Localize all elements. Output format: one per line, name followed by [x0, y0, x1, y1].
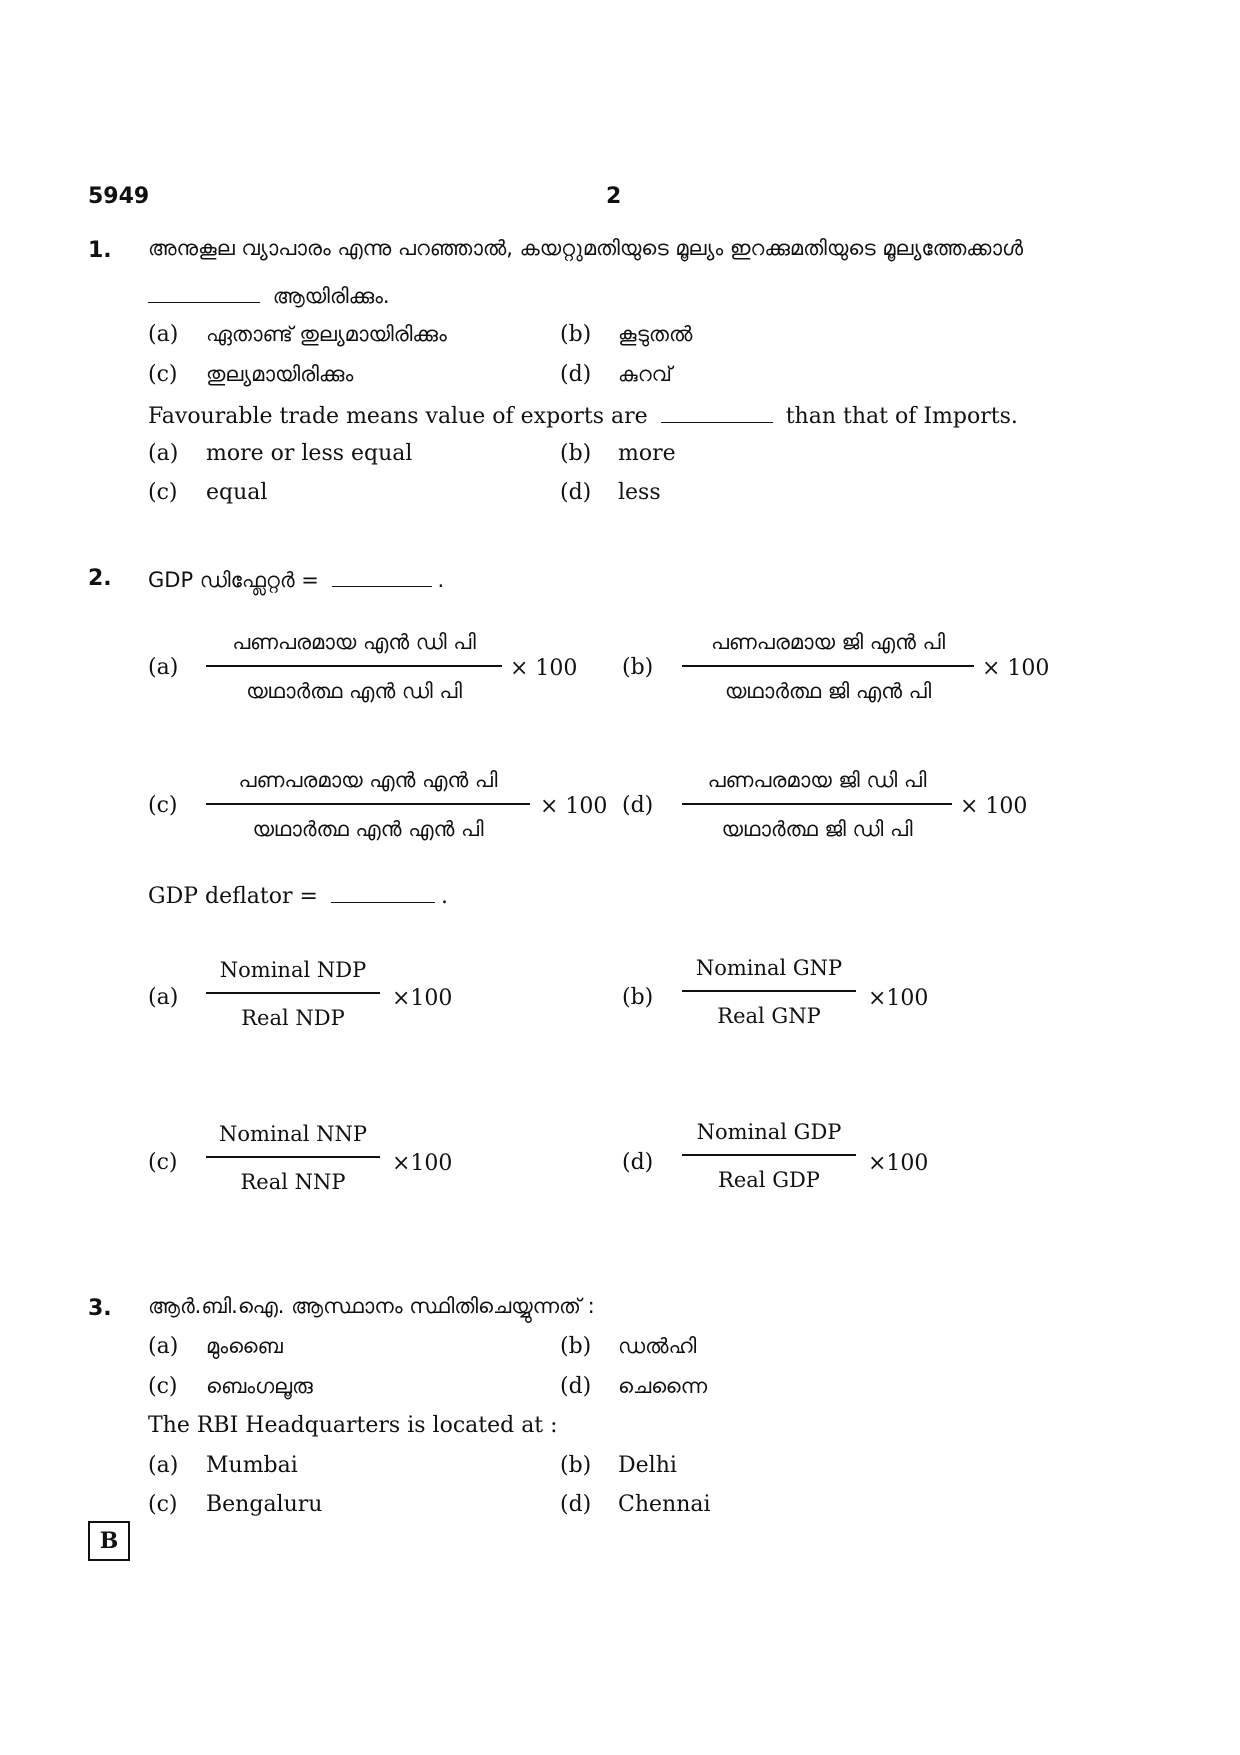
q3-en-opt-d-label: (d)	[560, 1492, 592, 1517]
q2-en-stem-end: .	[440, 884, 448, 909]
q2-en-opt-c-fraction	[206, 1122, 380, 1194]
fraction-numerator: Nominal GDP	[696, 1120, 842, 1144]
q2-ml-stem-text: GDP ഡിഫ്ലേറ്റർ =	[148, 568, 319, 592]
fraction-bar	[682, 665, 974, 667]
fraction-denominator: Real GDP	[718, 1168, 820, 1192]
q2-number: 2.	[88, 566, 112, 591]
q3-en-opt-b-text: Delhi	[618, 1453, 677, 1478]
answer-blank	[331, 880, 435, 903]
fraction-bar	[206, 992, 380, 994]
q2-en-opt-b-label: (b)	[622, 985, 654, 1010]
q3-en-opt-d-text: Chennai	[618, 1492, 711, 1517]
q2-ml-opt-a-fraction	[206, 630, 502, 704]
q1-en-opt-d-text: less	[618, 480, 661, 505]
page-number: 2	[606, 184, 622, 209]
q1-ml-opt-b-text: കൂടുതൽ	[618, 322, 693, 346]
q1-en-opt-a-text: more or less equal	[206, 441, 413, 466]
answer-blank	[148, 280, 260, 303]
q3-en-stem: The RBI Headquarters is located at :	[148, 1413, 558, 1438]
q2-ml-opt-a-times: × 100	[510, 656, 578, 681]
q2-ml-opt-b-fraction	[682, 630, 974, 704]
q2-en-opt-d-times: ×100	[868, 1151, 929, 1176]
answer-blank	[661, 400, 773, 423]
q2-en-opt-a-label: (a)	[148, 985, 179, 1010]
q1-en-opt-c-label: (c)	[148, 480, 178, 505]
q2-ml-opt-c-fraction	[206, 768, 530, 842]
fraction-denominator: യഥാർത്ഥ ജി എൻ പി	[724, 679, 932, 703]
q1-ml-opt-a-label: (a)	[148, 322, 179, 347]
q2-ml-opt-a-label: (a)	[148, 655, 179, 680]
q1-en-stem	[148, 400, 1018, 429]
q1-ml-opt-c-text: തുല്യമായിരിക്കും	[206, 362, 354, 386]
q1-ml-opt-a-text: ഏതാണ്ട് തുല്യമായിരിക്കും	[206, 322, 447, 346]
q2-ml-stem-end: .	[437, 568, 445, 592]
q2-en-opt-d-fraction	[682, 1120, 856, 1192]
q3-ml-opt-a-label: (a)	[148, 1334, 179, 1359]
q2-en-opt-a-fraction	[206, 958, 380, 1030]
q2-en-opt-a-times: ×100	[392, 986, 453, 1011]
fraction-bar	[682, 1154, 856, 1156]
q3-ml-opt-a-text: മുംബൈ	[206, 1334, 283, 1358]
series-box: B	[88, 1521, 130, 1561]
fraction-bar	[206, 1156, 380, 1158]
fraction-numerator: പണപരമായ ജി ഡി പി	[707, 768, 927, 792]
q1-ml-stem-line2	[148, 280, 390, 309]
q2-en-stem-text: GDP deflator =	[148, 884, 318, 909]
q3-en-opt-b-label: (b)	[560, 1453, 592, 1478]
q2-en-opt-d-label: (d)	[622, 1150, 654, 1175]
q2-ml-opt-d-times: × 100	[960, 794, 1028, 819]
q1-en-opt-b-text: more	[618, 441, 676, 466]
q1-ml-opt-b-label: (b)	[560, 322, 592, 347]
fraction-numerator: Nominal GNP	[695, 956, 843, 980]
fraction-bar	[206, 665, 502, 667]
fraction-numerator: പണപരമായ എൻ ഡി പി	[232, 630, 476, 654]
q1-ml-stem-line2-text: ആയിരിക്കും.	[272, 284, 390, 308]
q3-ml-opt-b-text: ഡൽഹി	[618, 1334, 697, 1358]
q1-ml-opt-d-text: കുറവ്	[618, 362, 672, 386]
q1-ml-opt-d-label: (d)	[560, 362, 592, 387]
fraction-denominator: യഥാർത്ഥ എൻ ഡി പി	[246, 679, 462, 703]
q1-en-opt-d-label: (d)	[560, 480, 592, 505]
fraction-denominator: യഥാർത്ഥ എൻ എൻ പി	[252, 817, 484, 841]
q1-en-opt-a-label: (a)	[148, 441, 179, 466]
q2-ml-opt-d-label: (d)	[622, 793, 654, 818]
q1-ml-opt-c-label: (c)	[148, 362, 178, 387]
q1-en-stem-part2: than that of Imports.	[785, 404, 1018, 429]
q1-en-opt-c-text: equal	[206, 480, 268, 505]
q2-ml-opt-b-label: (b)	[622, 655, 654, 680]
q1-en-opt-b-label: (b)	[560, 441, 592, 466]
fraction-denominator: Real GNP	[717, 1004, 821, 1028]
fraction-numerator: Nominal NNP	[219, 1122, 367, 1146]
q2-en-opt-b-fraction	[682, 956, 856, 1028]
answer-blank	[332, 564, 432, 587]
q1-number: 1.	[88, 238, 112, 263]
fraction-numerator: പണപരമായ ജി എൻ പി	[710, 630, 946, 654]
fraction-bar	[682, 803, 952, 805]
q3-ml-opt-c-label: (c)	[148, 1374, 178, 1399]
fraction-bar	[682, 990, 856, 992]
q3-en-opt-c-text: Bengaluru	[206, 1492, 323, 1517]
q3-number: 3.	[88, 1296, 112, 1321]
q3-ml-opt-d-label: (d)	[560, 1374, 592, 1399]
q2-ml-opt-b-times: × 100	[982, 656, 1050, 681]
q3-en-opt-c-label: (c)	[148, 1492, 178, 1517]
fraction-denominator: Real NNP	[240, 1170, 346, 1194]
q2-en-stem	[148, 880, 448, 909]
q1-en-stem-part1: Favourable trade means value of exports are	[148, 404, 648, 429]
q3-en-opt-a-text: Mumbai	[206, 1453, 298, 1478]
q2-en-opt-c-label: (c)	[148, 1150, 178, 1175]
q3-ml-opt-c-text: ബെംഗലൂരു	[206, 1374, 313, 1398]
q3-ml-opt-d-text: ചെന്നൈ	[618, 1374, 708, 1398]
q2-en-opt-c-times: ×100	[392, 1151, 453, 1176]
q3-ml-opt-b-label: (b)	[560, 1334, 592, 1359]
fraction-denominator: യഥാർത്ഥ ജി ഡി പി	[721, 817, 913, 841]
q2-ml-opt-c-label: (c)	[148, 793, 178, 818]
fraction-denominator: Real NDP	[241, 1006, 345, 1030]
q3-en-opt-a-label: (a)	[148, 1453, 179, 1478]
q3-ml-stem: ആർ.ബി.ഐ. ആസ്ഥാനം സ്ഥിതിചെയ്യുന്നത് :	[148, 1294, 595, 1318]
fraction-bar	[206, 803, 530, 805]
paper-code: 5949	[88, 184, 150, 209]
q2-ml-opt-d-fraction	[682, 768, 952, 842]
q2-en-opt-b-times: ×100	[868, 986, 929, 1011]
q2-ml-opt-c-times: × 100	[540, 794, 608, 819]
fraction-numerator: Nominal NDP	[219, 958, 367, 982]
q2-ml-stem	[148, 564, 444, 593]
fraction-numerator: പണപരമായ എൻ എൻ പി	[238, 768, 498, 792]
q1-ml-stem-line1: അനുകൂല വ്യാപാരം എന്നു പറഞ്ഞാൽ, കയറ്റുമതിയുടെ മൂല്യം ഇറക്കുമതിയുടെ മൂല്യത്തേക്കാൾ	[148, 236, 1024, 260]
